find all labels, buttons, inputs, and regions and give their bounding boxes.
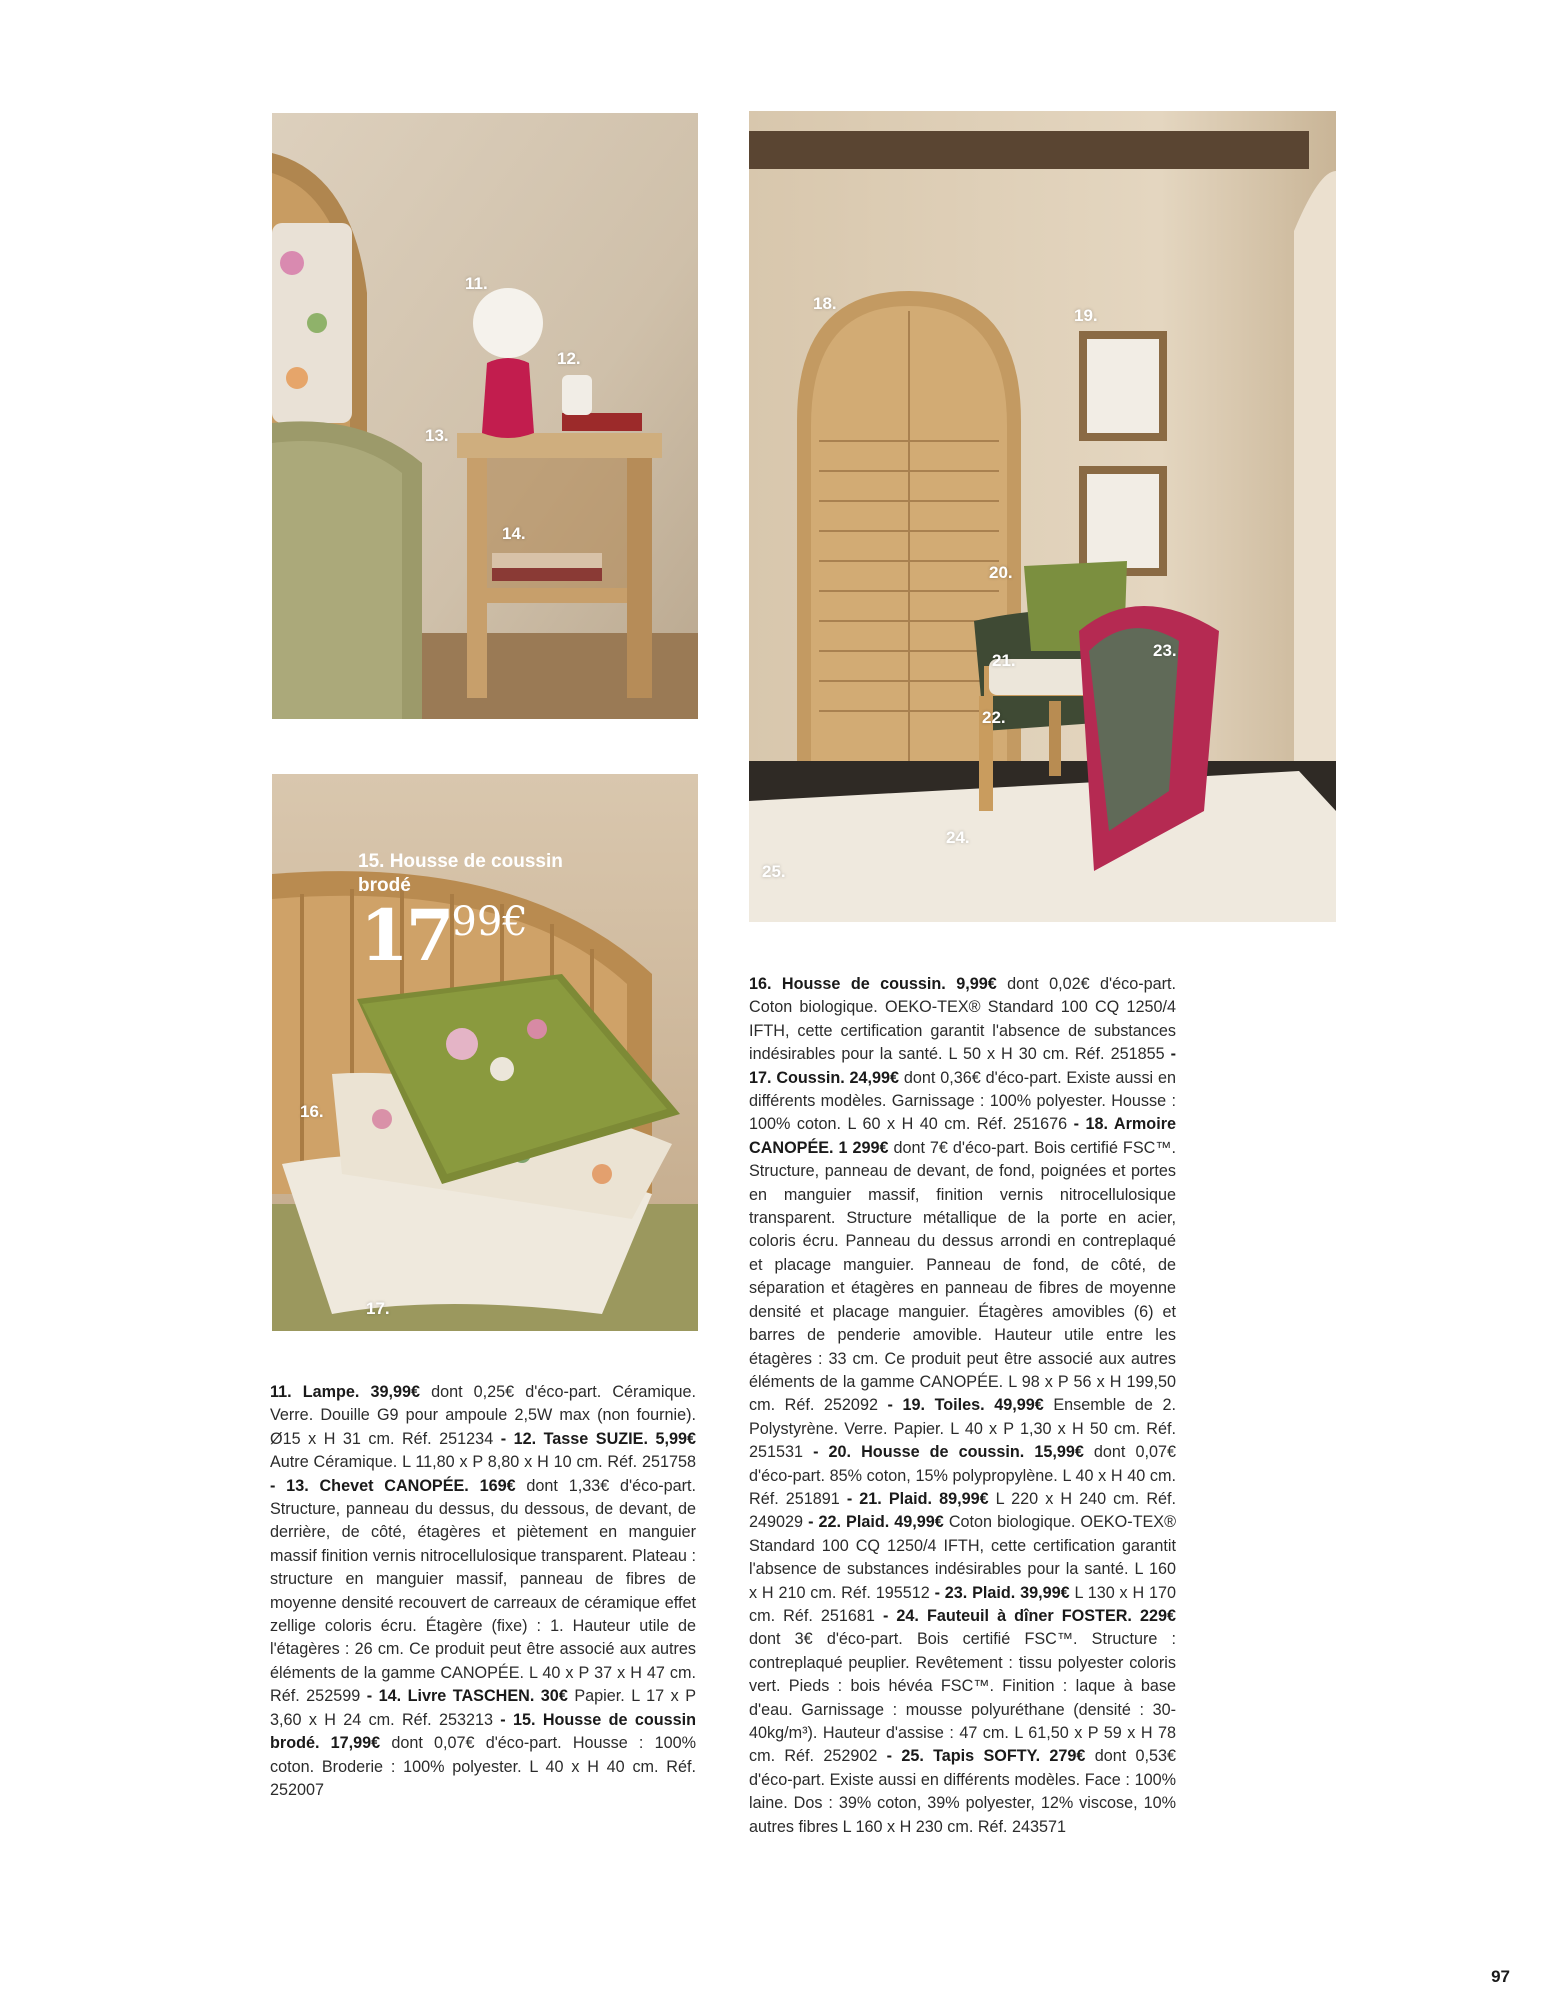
callout-19: 19.: [1074, 306, 1098, 325]
item-heading: - 13. Chevet CANOPÉE. 169€: [270, 1476, 516, 1495]
item-heading: - 19. Toiles. 49,99€: [887, 1396, 1044, 1415]
callout-21: 21.: [992, 651, 1016, 670]
item-heading: 11. Lampe. 39,99€: [270, 1383, 420, 1401]
callout-25: 25.: [762, 862, 786, 881]
callout-22: 22.: [982, 708, 1006, 727]
item-text: dont 3€ d'éco-part. Bois certifié FSC™. Structure : contreplaqué peuplier. Revêtement : tissu polyester coloris vert. Pieds : bois hévéa FSC™. Finition : laque à base d'eau. Garnissage : mousse polyuréthane (densité : 30-40kg/m³). Hauteur d'assise : 47 cm. L 61,50 x P 59 x H 78 cm. Réf. 252902: [749, 1630, 1176, 1766]
wardrobe-room-illustration: [749, 111, 1336, 922]
item-heading: - 22. Plaid. 49,99€: [808, 1513, 944, 1532]
item-text: Ensemble de 2. Polystyrène. Verre. Papier. L 40 x P 1,30 x H 50 cm. Réf. 251531: [749, 1396, 1177, 1462]
bedroom-nightstand-illustration: [272, 113, 698, 719]
item-heading: - 24. Fauteuil à dîner FOSTER. 229€: [882, 1606, 1177, 1625]
item-text: dont 0,25€ d'éco-part. Céramique. Verre. Douille G9 pour ampoule 2,5W max (non fournie). Ø15 x H 31 cm. Réf. 251234: [270, 1383, 696, 1448]
item-text: Coton biologique. OEKO-TEX® Standard 100 CQ 1250/4 IFTH, cette certification garantit l'absence de substances indésirables pour la santé. L 160 x H 210 cm. Réf. 195512: [749, 1513, 1176, 1602]
callout-12: 12.: [557, 349, 581, 368]
item-heading: - 17. Coussin. 24,99€: [749, 1045, 1176, 1087]
item-text: Autre Céramique. L 11,80 x P 8,80 x H 10 cm. Réf. 251758: [270, 1453, 696, 1472]
item-heading: - 25. Tapis SOFTY. 279€: [886, 1747, 1086, 1766]
page-number: 97: [1491, 1967, 1510, 1986]
callout-17: 17.: [366, 1299, 390, 1318]
item-heading: - 15. Housse de coussin brodé. 17,99€: [270, 1710, 696, 1753]
promo-price-cents: 99€: [451, 899, 528, 945]
item-text: dont 1,33€ d'éco-part. Structure, panneau du dessus, du dessous, de devant, de derrière, de côté, étagères et piètement en manguier massif finition vernis nitrocellulosique transparent. Plateau : structure en manguier massif, panneau de fibres de moyenne densité recouvert de carreaux de céramique effet zellige coloris écru. Étagère (fixe) : 1. Hauteur utile de l'étagères : 26 cm. Ce produit peut être associé aux autres éléments de la gamme CANOPÉE. L 40 x P 37 x H 47 cm. Réf. 252599: [270, 1476, 697, 1706]
photo-bedroom-nightstand: [272, 113, 698, 719]
promo-price-euros: 17: [360, 894, 452, 977]
item-text: dont 0,53€ d'éco-part. Existe aussi en différents modèles. Face : 100% laine. Dos : 39% coton, 39% polyester, 12% viscose, 10% autres fibres L 160 x H 230 cm. Réf. 243571: [749, 1747, 1177, 1836]
callout-18: 18.: [813, 294, 837, 313]
item-heading: 16. Housse de coussin. 9,99€: [749, 975, 997, 993]
item-heading: - 23. Plaid. 39,99€: [934, 1583, 1070, 1602]
item-heading: - 21. Plaid. 89,99€: [846, 1489, 989, 1508]
item-text: dont 0,07€ d'éco-part. Housse : 100% coton. Broderie : 100% polyester. L 40 x H 40 cm. Réf. 252007: [270, 1734, 696, 1799]
item-heading: - 14. Livre TASCHEN. 30€: [366, 1687, 568, 1706]
item-heading: - 12. Tasse SUZIE. 5,99€: [500, 1429, 696, 1448]
promo-title: 15. Housse de coussin brodé: [358, 851, 563, 896]
product-descriptions-right: [749, 973, 1176, 1839]
item-heading: - 20. Housse de coussin. 15,99€: [813, 1443, 1084, 1462]
callout-11: 11.: [465, 274, 488, 293]
callout-16: 16.: [300, 1102, 324, 1121]
product-descriptions-left: [270, 1381, 696, 1802]
promo-price: [360, 896, 528, 976]
callout-24: 24.: [946, 828, 970, 847]
callout-14: 14.: [502, 524, 526, 543]
callout-23: 23.: [1153, 641, 1177, 660]
item-text: dont 0,36€ d'éco-part. Existe aussi en différents modèles. Garnissage : 100% polyester. Housse : 100% coton. L 60 x H 40 cm. Réf. 251676: [749, 1068, 1176, 1134]
item-text: dont 0,07€ d'éco-part. 85% coton, 15% polypropylène. L 40 x H 40 cm. Réf. 251891: [749, 1443, 1177, 1508]
item-text: L 220 x H 240 cm. Réf. 249029: [749, 1489, 1177, 1532]
callout-20: 20.: [989, 563, 1013, 582]
item-text: dont 0,02€ d'éco-part. Coton biologique. OEKO-TEX® Standard 100 CQ 1250/4 IFTH, cette certification garantit l'absence de substances indésirables pour la santé. L 50 x H 30 cm. Réf. 251855: [749, 975, 1176, 1064]
callout-13: 13.: [425, 426, 449, 445]
item-text: L 130 x H 170 cm. Réf. 251681: [749, 1583, 1176, 1625]
item-text: dont 7€ d'éco-part. Bois certifié FSC™. Structure, panneau de devant, de fond, poignées et portes en manguier massif, finition vernis nitrocellulosique transparent. Structure métallique de la porte en acier, coloris écru. Panneau du dessus arrondi en contreplaqué et placage manguier. Panneau de fond, de côté, de séparation et étagères en panneau de fibres de moyenne densité et placage manguier. Étagères amovibles (6) et barres de penderie amovible. Hauteur utile entre les étagères : 33 cm. Ce produit peut être associé aux autres éléments de la gamme CANOPÉE. L 98 x P 56 x H 199,50 cm. Réf. 252092: [749, 1138, 1176, 1415]
photo-wardrobe-room: [749, 111, 1336, 922]
item-heading: - 18. Armoire CANOPÉE. 1 299€: [749, 1115, 1176, 1157]
photo-cushions: [272, 774, 698, 1331]
item-text: Papier. L 17 x P 3,60 x H 24 cm. Réf. 253213: [270, 1687, 697, 1729]
